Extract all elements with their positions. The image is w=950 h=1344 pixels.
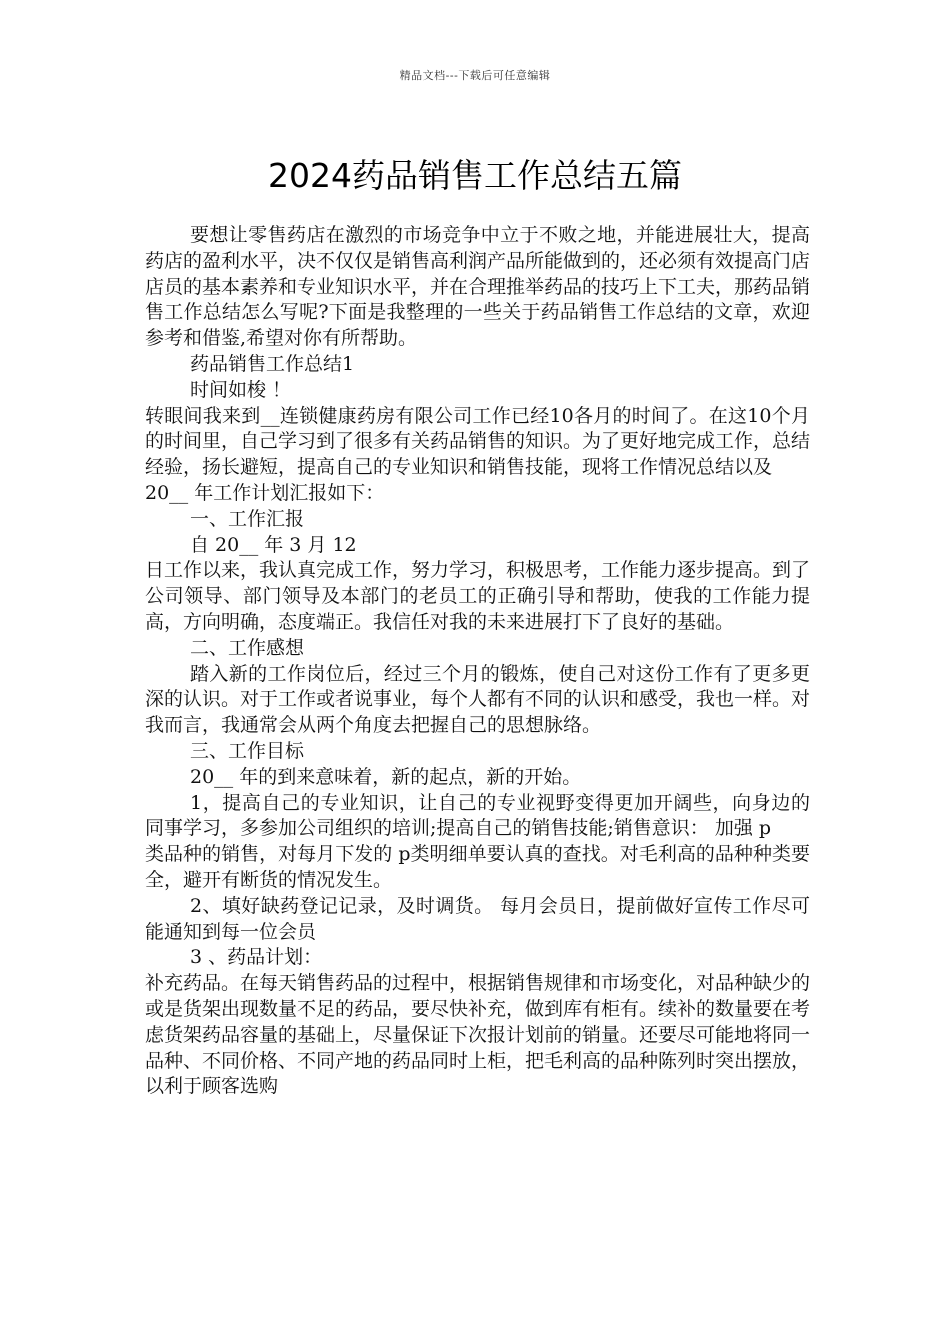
paragraph: 转眼间我来到__连锁健康药房有限公司工作已经10各月的时间了。在这10个月的时间里，自己学习到了很多有关药品销售的知识。为了更好地完成工作，总结经验，扬长避短，提高自己的专业知识和销售技能，现将工作情况总结以及 xyxy=(145,404,811,479)
paragraph: 2、填好缺药登记记录，及时调货。 每月会员日，提前做好宣传工作尽可能通知到每一位会员 xyxy=(145,894,810,943)
section-heading: 三、工作目标 xyxy=(190,739,305,762)
paragraph: 20__ 年工作计划汇报如下： xyxy=(145,481,385,504)
page-header-note: 精品文档---下载后可任意编辑 xyxy=(399,69,551,82)
paragraph: 自 20__ 年 3 月 12 xyxy=(190,533,357,556)
paragraph: 20__ 年的到来意味着，新的起点，新的开始。 xyxy=(190,765,582,788)
paragraph: 日工作以来，我认真完成工作，努力学习，积极思考，工作能力逐步提高。到了公司领导、部门领导及本部门的老员工的正确引导和帮助，使我的工作能力提高，方向明确，态度端正。我信任对我的未来进展打下了良好的基础。 xyxy=(145,559,811,633)
paragraph: 要想让零售药店在激烈的市场竞争中立于不败之地，并能进展壮大，提高药店的盈利水平，决不仅仅是销售高利润产品所能做到的，还必须有效提高门店店员的基本素养和专业知识水平，并在合理推举药品的技巧上下工夫，那药品销售工作总结怎么写呢?下面是我整理的一些关于药品销售工作总结的文章，欢迎参考和借鉴,希望对你有所帮助。 xyxy=(145,224,811,350)
paragraph: 1，提高自己的专业知识，让自己的专业视野变得更加开阔些，向身边的同事学习，多参加公司组织的培训;提高自己的销售技能;销售意识： 加强 p xyxy=(145,791,810,840)
paragraph: 类品种的销售，对每月下发的 p类明细单要认真的查找。对毛利高的品种种类要全，避开有断货的情况发生。 xyxy=(145,843,810,891)
section-heading: 二、工作感想 xyxy=(190,636,305,659)
paragraph: 补充药品。在每天销售药品的过程中，根据销售规律和市场变化，对品种缺少的或是货架出现数量不足的药品，要尽快补充，做到库有柜有。续补的数量要在考虑货架药品容量的基础上，尽量保证下次报计划前的销量。还要尽可能地将同一品种、不同价格、不同产地的药品同时上柜，把毛利高的品种陈列时突出摆放，以利于顾客选购 xyxy=(145,972,811,1098)
paragraph: 药品销售工作总结1 xyxy=(190,352,355,375)
paragraph: 3 、药品计划： xyxy=(190,946,323,969)
paragraph: 踏入新的工作岗位后，经过三个月的锻炼，使自己对这份工作有了更多更深的认识。对于工作或者说事业，每个人都有不同的认识和感受，我也一样。对我而言，我通常会从两个角度去把握自己的思想脉络。 xyxy=(145,662,811,737)
section-heading: 一、工作汇报 xyxy=(190,507,305,530)
paragraph: 时间如梭 ！ xyxy=(190,378,292,401)
document-body xyxy=(145,223,810,1100)
document-title: 2024药品销售工作总结五篇 xyxy=(268,156,682,196)
